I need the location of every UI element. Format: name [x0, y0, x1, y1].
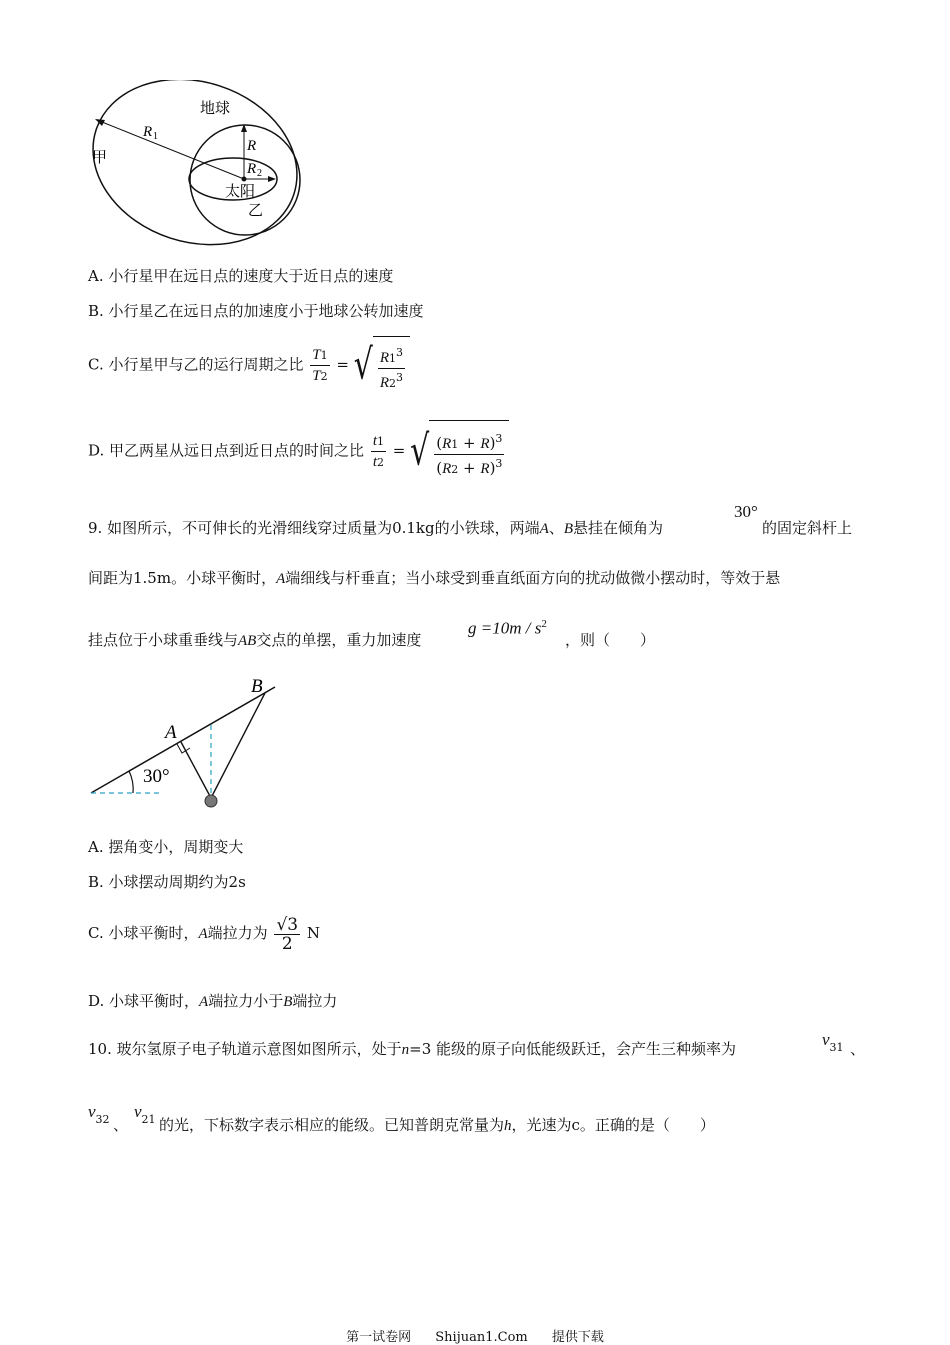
- nu21: $\nu_{21}$: [134, 1102, 156, 1126]
- label-yi: 乙: [248, 201, 264, 219]
- q8-option-d: D. 甲乙两星从远日点到近日点的时间之比 $\frac{t1}{t2}$ = √ $\frac{(R1 + R)^3}{(R2 + R)^3}$: [88, 420, 509, 480]
- label-sun: 太阳: [225, 182, 256, 200]
- label-R1: R: [143, 124, 153, 140]
- time-ratio-fraction: $\frac{t1}{t2}$: [372, 433, 384, 470]
- pendulum-diagram: [85, 670, 285, 815]
- label-B: B: [251, 676, 263, 697]
- q10-sep-1: 、: [850, 1040, 866, 1058]
- q10-stem-line-1: 10. 玻尔氢原子电子轨道示意图如图所示，处于n=3 能级的原子向低能级跃迁，会产生三种频率为: [88, 1040, 737, 1058]
- q9-option-c: C. 小球平衡时，A端拉力为 $\frac{√3}{2}$ N: [88, 914, 321, 954]
- q8-option-b: B. 小行星乙在远日点的加速度小于地球公转加速度: [88, 302, 424, 320]
- q9-stem-line-3: 挂点位于小球重垂线与AB交点的单摆，重力加速度: [88, 631, 422, 649]
- q9-stem-line-2: 间距为1.5m。小球平衡时，A端细线与杆垂直；当小球受到垂直纸面方向的扰动做微小摆动时，等效于悬: [88, 569, 781, 587]
- nu32: $\nu_{32}$: [88, 1102, 110, 1126]
- orbit-diagram: [85, 80, 310, 250]
- q9-option-d: D. 小球平衡时，A端拉力小于B端拉力: [88, 992, 338, 1010]
- page-footer: [0, 1326, 950, 1345]
- label-angle: 30°: [143, 766, 170, 787]
- q9-stem-line-1: 9. 如图所示，不可伸长的光滑细线穿过质量为0.1kg的小铁球，两端A、B悬挂在倾角为: [88, 519, 664, 537]
- footer-site-url: Shijuan1.Com: [435, 1330, 528, 1345]
- q8-option-c: C. 小行星甲与乙的运行周期之比 $\frac{T1}{T2}$ = √ $\frac{R1^3}{R2^3}$: [88, 336, 410, 392]
- q9-option-a: A. 摆角变小，周期变大: [88, 838, 244, 856]
- q8-option-a: A. 小行星甲在远日点的速度大于近日点的速度: [88, 267, 394, 285]
- label-earth: 地球: [200, 99, 231, 117]
- q9-option-b: B. 小球摆动周期约为2s: [88, 873, 246, 891]
- tension-fraction: $\frac{√3}{2}$: [276, 914, 299, 954]
- label-R2: R: [247, 161, 257, 177]
- footer-download-text: 提供下载: [551, 1330, 604, 1345]
- nu31: $\nu_{31}$: [822, 1030, 844, 1054]
- gravity-formula: $g =10m / s^2$: [468, 618, 547, 638]
- q9-stem-line-1-end: 的固定斜杆上: [762, 519, 853, 537]
- label-R1-sub: 1: [153, 131, 158, 142]
- q9-angle: 30°: [734, 502, 758, 521]
- q10-stem-line-2: 的光，下标数字表示相应的能级。已知普朗克常量为h，光速为c。正确的是（ ）: [159, 1116, 715, 1134]
- period-ratio-fraction: $\frac{T1}{T2}$: [312, 347, 328, 384]
- label-jia: 甲: [92, 148, 108, 166]
- sqrt-symbol: √ $\frac{R1^3}{R2^3}$: [354, 336, 410, 395]
- sqrt-symbol-d: √ $\frac{(R1 + R)^3}{(R2 + R)^3}$: [410, 420, 509, 483]
- footer-site-name: 第一试卷网: [346, 1330, 412, 1345]
- label-R2-sub: 2: [257, 168, 262, 179]
- q10-sep-2: 、: [113, 1116, 129, 1134]
- q9-stem-line-3-end: ，则（ ）: [565, 631, 656, 649]
- label-R: R: [247, 138, 257, 154]
- label-A: A: [165, 722, 177, 743]
